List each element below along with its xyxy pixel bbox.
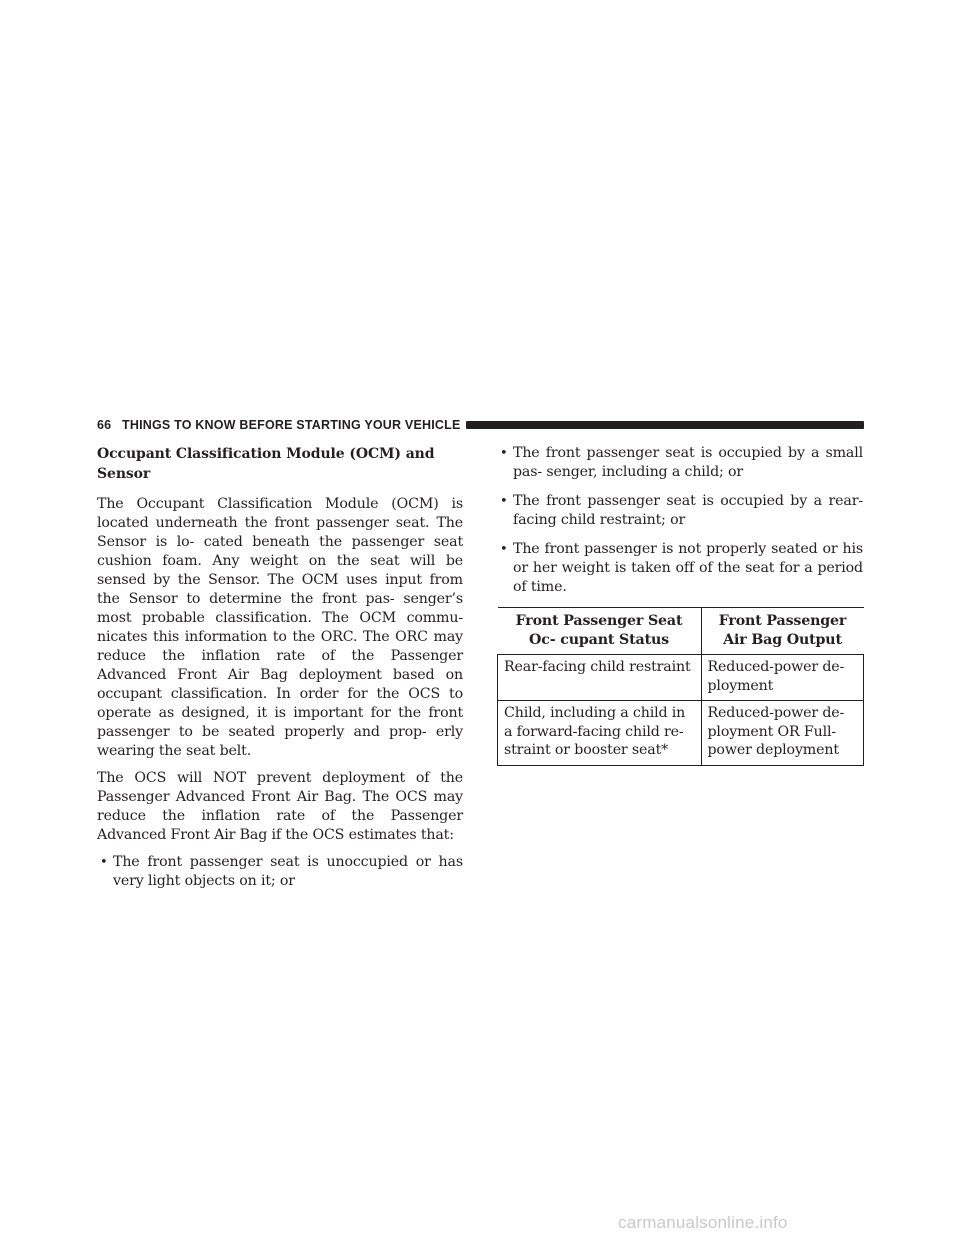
bullet-item [497, 540, 863, 597]
section-title: THINGS TO KNOW BEFORE STARTING YOUR VEHICLE [122, 418, 461, 432]
header-rule [466, 421, 864, 429]
bullet-text: The front passenger is not properly seated or his or her weight is taken off of the seat for a period of time. [513, 541, 863, 595]
table-header-occupant-status: Front Passenger Seat Oc- cupant Status [498, 608, 702, 655]
table-cell: Reduced-power de- ployment OR Full- power deployment [701, 701, 864, 766]
paragraph-ocs-deployment: The OCS will NOT prevent deployment of the Passenger Advanced Front Air Bag. The OCS may reduce the inflation rate of the Passenger Advanced Front Air Bag if the OCS estimates that: [97, 770, 463, 843]
bullet-item [497, 444, 863, 482]
bullet-glyph: • [100, 855, 108, 870]
bullet-glyph: • [500, 542, 508, 557]
bullet-glyph: • [500, 494, 508, 509]
table-cell: Rear-facing child restraint [498, 655, 702, 701]
bullet-item [97, 853, 463, 891]
bullet-text: The front passenger seat is occupied by a rear-facing child restraint; or [513, 493, 863, 528]
table-row [498, 655, 864, 701]
bullet-item [497, 492, 863, 530]
table-cell: Child, including a child in a forward-facing child re- straint or booster seat* [498, 701, 702, 766]
table-row [498, 701, 864, 766]
bullet-glyph: • [500, 446, 508, 461]
section-heading: Occupant Classification Module (OCM) and Sensor [97, 446, 435, 482]
table-header-air-bag-output: Front Passenger Air Bag Output [701, 608, 864, 655]
paragraph-ocm-description: The Occupant Classification Module (OCM) is located underneath the front passenger seat. The Sensor is lo- cated beneath the passenger seat cushion foam. Any weight on the seat will be sensed by the Sensor. The OCM uses input from the Sensor to determine the front pas- senger’s most probable classification. The OCM commu- nicates this information to the ORC. The ORC may reduce the inflation rate of the Passenger Advanced Front Air Bag deployment based on occupant classification. In order for the OCS to operate as designed, it is important for the front passenger to be seated properly and prop- erly wearing the seat belt. [97, 496, 463, 759]
bullet-text: The front passenger seat is occupied by a small pas- senger, including a child; or [513, 445, 863, 480]
watermark: carmanualsonline.info [618, 1213, 788, 1232]
page-header [97, 417, 864, 433]
page-number: 66 [97, 418, 112, 432]
bullet-text: The front passenger seat is unoccupied or has very light objects on it; or [113, 854, 463, 889]
right-column [497, 444, 863, 766]
table-header-row [498, 608, 864, 655]
table-cell: Reduced-power de- ployment [701, 655, 864, 701]
left-column [97, 444, 463, 901]
air-bag-output-table [497, 607, 864, 766]
